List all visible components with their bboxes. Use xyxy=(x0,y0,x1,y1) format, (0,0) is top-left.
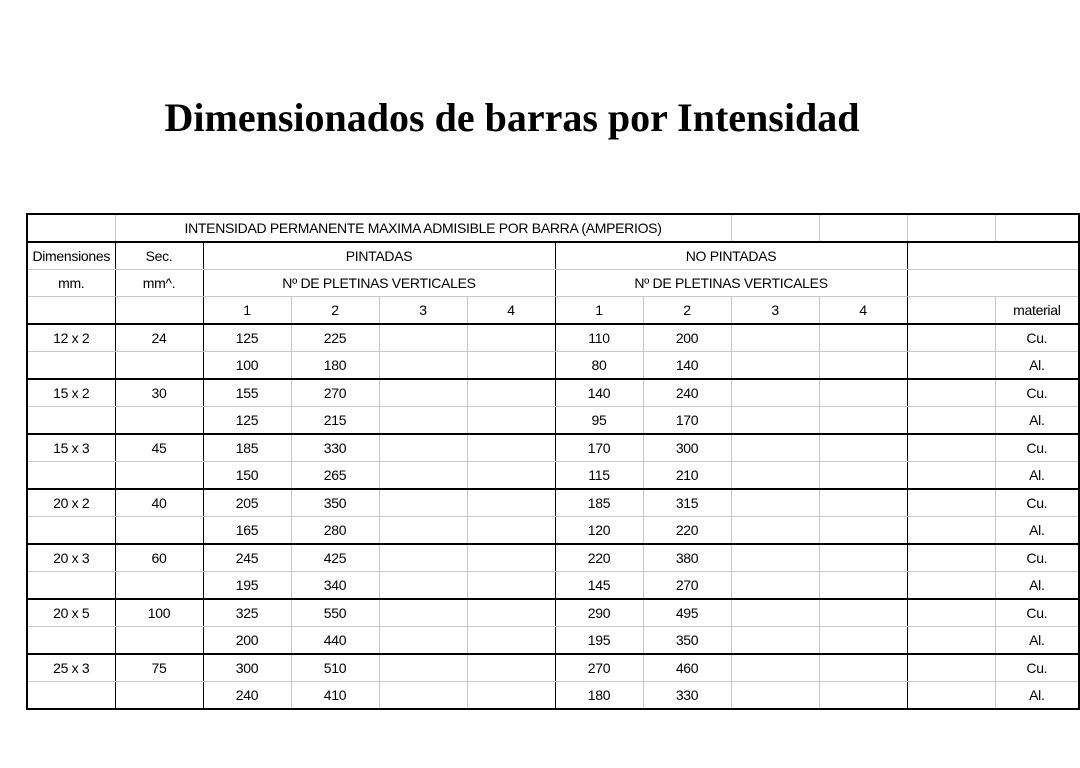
pintadas-value-cell xyxy=(379,434,467,462)
pintadas-value-cell: 265 xyxy=(291,462,379,490)
table-row xyxy=(27,627,1079,655)
pintadas-value-cell xyxy=(379,352,467,380)
no-pintadas-value-cell xyxy=(731,654,819,682)
no-pintadas-value-cell: 290 xyxy=(555,599,643,627)
no-pintadas-value-cell xyxy=(731,352,819,380)
sec-unit: mm^. xyxy=(115,270,203,297)
no-pintadas-value-cell xyxy=(819,599,907,627)
table-row xyxy=(27,544,1079,572)
no-pintadas-value-cell xyxy=(731,627,819,655)
no-pintadas-value-cell: 330 xyxy=(643,682,731,710)
blank-cell xyxy=(907,517,995,545)
blank-cell xyxy=(907,682,995,710)
material-cell: Al. xyxy=(995,572,1079,600)
table-row xyxy=(27,434,1079,462)
header-blank xyxy=(27,297,115,325)
header-blank xyxy=(907,297,995,325)
dimensiones-unit: mm. xyxy=(27,270,115,297)
blank-cell xyxy=(907,489,995,517)
no-pintadas-value-cell: 80 xyxy=(555,352,643,380)
pintadas-value-cell: 195 xyxy=(203,572,291,600)
no-pintadas-value-cell: 145 xyxy=(555,572,643,600)
blank-cell xyxy=(907,599,995,627)
pintadas-value-cell: 155 xyxy=(203,379,291,407)
blank-cell xyxy=(907,544,995,572)
pintadas-value-cell: 350 xyxy=(291,489,379,517)
no-pintadas-value-cell xyxy=(731,379,819,407)
dimension-cell xyxy=(27,572,115,600)
no-pintadas-value-cell: 180 xyxy=(555,682,643,710)
section-cell xyxy=(115,462,203,490)
no-pintadas-value-cell xyxy=(819,407,907,435)
section-cell: 24 xyxy=(115,324,203,352)
dimension-cell: 15 x 3 xyxy=(27,434,115,462)
pintadas-header: PINTADAS xyxy=(203,242,555,270)
pintadas-value-cell xyxy=(467,517,555,545)
material-cell: Al. xyxy=(995,627,1079,655)
no-pintadas-value-cell: 200 xyxy=(643,324,731,352)
section-cell xyxy=(115,517,203,545)
dimension-cell xyxy=(27,462,115,490)
pintadas-value-cell xyxy=(467,627,555,655)
no-pintadas-value-cell: 210 xyxy=(643,462,731,490)
section-cell: 60 xyxy=(115,544,203,572)
pintadas-value-cell: 280 xyxy=(291,517,379,545)
header-blank xyxy=(731,214,819,242)
no-pintadas-value-cell: 95 xyxy=(555,407,643,435)
header-blank xyxy=(907,214,995,242)
pintadas-value-cell: 270 xyxy=(291,379,379,407)
pintadas-col-2: 2 xyxy=(291,297,379,325)
no-pintadas-value-cell: 110 xyxy=(555,324,643,352)
section-cell: 100 xyxy=(115,599,203,627)
pintadas-value-cell: 510 xyxy=(291,654,379,682)
material-cell: Al. xyxy=(995,407,1079,435)
no-pintadas-value-cell xyxy=(731,407,819,435)
blank-cell xyxy=(907,462,995,490)
pintadas-value-cell xyxy=(379,572,467,600)
pintadas-value-cell xyxy=(467,654,555,682)
dimension-cell: 25 x 3 xyxy=(27,654,115,682)
pintadas-value-cell xyxy=(467,544,555,572)
section-cell xyxy=(115,682,203,710)
pintadas-value-cell xyxy=(467,352,555,380)
header-blank xyxy=(907,270,1079,297)
pintadas-value-cell xyxy=(467,599,555,627)
pintadas-value-cell: 180 xyxy=(291,352,379,380)
no-pintadas-value-cell xyxy=(819,434,907,462)
material-cell: Al. xyxy=(995,352,1079,380)
no-pintadas-value-cell xyxy=(819,627,907,655)
material-cell: Cu. xyxy=(995,654,1079,682)
no-pintadas-value-cell xyxy=(819,654,907,682)
pintadas-value-cell: 125 xyxy=(203,324,291,352)
page-title: Dimensionados de barras por Intensidad xyxy=(164,95,860,140)
dimension-cell: 20 x 3 xyxy=(27,544,115,572)
section-cell xyxy=(115,352,203,380)
no-pintadas-value-cell: 185 xyxy=(555,489,643,517)
pintadas-value-cell xyxy=(379,654,467,682)
no-pintadas-col-3: 3 xyxy=(731,297,819,325)
no-pintadas-value-cell xyxy=(819,462,907,490)
table-caption: INTENSIDAD PERMANENTE MAXIMA ADMISIBLE POR BARRA (AMPERIOS) xyxy=(115,214,731,242)
no-pintadas-value-cell: 195 xyxy=(555,627,643,655)
no-pintadas-value-cell xyxy=(731,517,819,545)
no-pintadas-col-2: 2 xyxy=(643,297,731,325)
blank-cell xyxy=(907,434,995,462)
no-pintadas-value-cell xyxy=(819,682,907,710)
pintadas-value-cell xyxy=(467,462,555,490)
dimension-cell: 12 x 2 xyxy=(27,324,115,352)
pintadas-value-cell xyxy=(379,489,467,517)
header-blank xyxy=(907,242,1079,270)
no-pintadas-value-cell xyxy=(731,489,819,517)
pintadas-value-cell: 425 xyxy=(291,544,379,572)
no-pintadas-value-cell: 380 xyxy=(643,544,731,572)
pintadas-value-cell xyxy=(379,599,467,627)
section-cell: 75 xyxy=(115,654,203,682)
pintadas-value-cell xyxy=(379,544,467,572)
no-pintadas-value-cell xyxy=(819,324,907,352)
no-pintadas-value-cell: 120 xyxy=(555,517,643,545)
no-pintadas-value-cell: 315 xyxy=(643,489,731,517)
pintadas-value-cell xyxy=(379,324,467,352)
dimensiones-header: Dimensiones xyxy=(27,242,115,270)
no-pintadas-value-cell: 350 xyxy=(643,627,731,655)
material-cell: Al. xyxy=(995,517,1079,545)
table-row xyxy=(27,352,1079,380)
pintadas-value-cell: 165 xyxy=(203,517,291,545)
pintadas-value-cell: 125 xyxy=(203,407,291,435)
header-corner xyxy=(27,214,115,242)
table-row xyxy=(27,407,1079,435)
material-cell: Al. xyxy=(995,462,1079,490)
pintadas-value-cell: 100 xyxy=(203,352,291,380)
section-cell xyxy=(115,572,203,600)
pintadas-value-cell: 200 xyxy=(203,627,291,655)
pintadas-value-cell xyxy=(467,682,555,710)
material-header: material xyxy=(995,297,1079,325)
pintadas-value-cell: 215 xyxy=(291,407,379,435)
pintadas-value-cell xyxy=(467,489,555,517)
blank-cell xyxy=(907,324,995,352)
section-cell: 30 xyxy=(115,379,203,407)
material-cell: Cu. xyxy=(995,544,1079,572)
dimension-cell: 20 x 5 xyxy=(27,599,115,627)
table-row xyxy=(27,599,1079,627)
pintadas-value-cell: 330 xyxy=(291,434,379,462)
no-pintadas-value-cell: 140 xyxy=(555,379,643,407)
blank-cell xyxy=(907,627,995,655)
header-blank xyxy=(115,297,203,325)
blank-cell xyxy=(907,407,995,435)
pintadas-col-1: 1 xyxy=(203,297,291,325)
pintadas-value-cell: 245 xyxy=(203,544,291,572)
pintadas-value-cell xyxy=(379,407,467,435)
blank-cell xyxy=(907,352,995,380)
no-pintadas-value-cell xyxy=(731,462,819,490)
section-cell: 40 xyxy=(115,489,203,517)
no-pintadas-value-cell: 220 xyxy=(643,517,731,545)
no-pintadas-value-cell: 220 xyxy=(555,544,643,572)
dimension-cell xyxy=(27,682,115,710)
pintadas-value-cell: 550 xyxy=(291,599,379,627)
blank-cell xyxy=(907,572,995,600)
pintadas-value-cell xyxy=(379,682,467,710)
no-pintadas-value-cell: 300 xyxy=(643,434,731,462)
material-cell: Cu. xyxy=(995,324,1079,352)
table-row xyxy=(27,489,1079,517)
pintadas-value-cell: 440 xyxy=(291,627,379,655)
no-pintadas-value-cell xyxy=(819,517,907,545)
section-cell: 45 xyxy=(115,434,203,462)
dimension-cell: 20 x 2 xyxy=(27,489,115,517)
dimension-cell xyxy=(27,627,115,655)
table-row xyxy=(27,682,1079,710)
no-pintadas-value-cell: 240 xyxy=(643,379,731,407)
no-pintadas-pletinas-header: Nº DE PLETINAS VERTICALES xyxy=(555,270,907,297)
material-cell: Al. xyxy=(995,682,1079,710)
pintadas-value-cell: 300 xyxy=(203,654,291,682)
pintadas-value-cell: 240 xyxy=(203,682,291,710)
no-pintadas-value-cell: 460 xyxy=(643,654,731,682)
no-pintadas-value-cell xyxy=(731,324,819,352)
no-pintadas-value-cell: 270 xyxy=(555,654,643,682)
table-row xyxy=(27,462,1079,490)
material-cell: Cu. xyxy=(995,379,1079,407)
no-pintadas-value-cell xyxy=(819,489,907,517)
dimension-cell xyxy=(27,352,115,380)
blank-cell xyxy=(907,379,995,407)
pintadas-value-cell: 325 xyxy=(203,599,291,627)
dimension-cell: 15 x 2 xyxy=(27,379,115,407)
pintadas-value-cell xyxy=(379,627,467,655)
pintadas-col-4: 4 xyxy=(467,297,555,325)
no-pintadas-value-cell xyxy=(731,572,819,600)
no-pintadas-value-cell xyxy=(819,379,907,407)
pintadas-col-3: 3 xyxy=(379,297,467,325)
no-pintadas-value-cell xyxy=(731,682,819,710)
no-pintadas-col-4: 4 xyxy=(819,297,907,325)
pintadas-value-cell xyxy=(467,572,555,600)
table-row xyxy=(27,379,1079,407)
material-cell: Cu. xyxy=(995,599,1079,627)
no-pintadas-value-cell xyxy=(819,352,907,380)
pintadas-value-cell: 150 xyxy=(203,462,291,490)
section-cell xyxy=(115,627,203,655)
header-blank xyxy=(995,214,1079,242)
no-pintadas-value-cell: 170 xyxy=(643,407,731,435)
no-pintadas-value-cell: 140 xyxy=(643,352,731,380)
pintadas-value-cell xyxy=(379,462,467,490)
no-pintadas-value-cell: 495 xyxy=(643,599,731,627)
sec-header: Sec. xyxy=(115,242,203,270)
pintadas-value-cell xyxy=(379,379,467,407)
no-pintadas-value-cell: 115 xyxy=(555,462,643,490)
pintadas-value-cell: 410 xyxy=(291,682,379,710)
material-cell: Cu. xyxy=(995,434,1079,462)
pintadas-value-cell xyxy=(467,379,555,407)
dimension-cell xyxy=(27,407,115,435)
no-pintadas-value-cell: 170 xyxy=(555,434,643,462)
no-pintadas-col-1: 1 xyxy=(555,297,643,325)
no-pintadas-value-cell xyxy=(731,599,819,627)
table-row xyxy=(27,572,1079,600)
pintadas-value-cell: 185 xyxy=(203,434,291,462)
dimension-cell xyxy=(27,517,115,545)
pintadas-value-cell: 225 xyxy=(291,324,379,352)
blank-cell xyxy=(907,654,995,682)
pintadas-value-cell: 340 xyxy=(291,572,379,600)
header-blank xyxy=(819,214,907,242)
pintadas-pletinas-header: Nº DE PLETINAS VERTICALES xyxy=(203,270,555,297)
no-pintadas-value-cell xyxy=(819,572,907,600)
ampacity-table xyxy=(26,213,1080,710)
pintadas-value-cell xyxy=(467,407,555,435)
pintadas-value-cell xyxy=(467,434,555,462)
section-cell xyxy=(115,407,203,435)
no-pintadas-value-cell xyxy=(731,434,819,462)
no-pintadas-value-cell xyxy=(731,544,819,572)
table-row xyxy=(27,654,1079,682)
table-row xyxy=(27,324,1079,352)
pintadas-value-cell: 205 xyxy=(203,489,291,517)
no-pintadas-value-cell xyxy=(819,544,907,572)
no-pintadas-header: NO PINTADAS xyxy=(555,242,907,270)
no-pintadas-value-cell: 270 xyxy=(643,572,731,600)
pintadas-value-cell xyxy=(467,324,555,352)
pintadas-value-cell xyxy=(379,517,467,545)
material-cell: Cu. xyxy=(995,489,1079,517)
table-row xyxy=(27,517,1079,545)
